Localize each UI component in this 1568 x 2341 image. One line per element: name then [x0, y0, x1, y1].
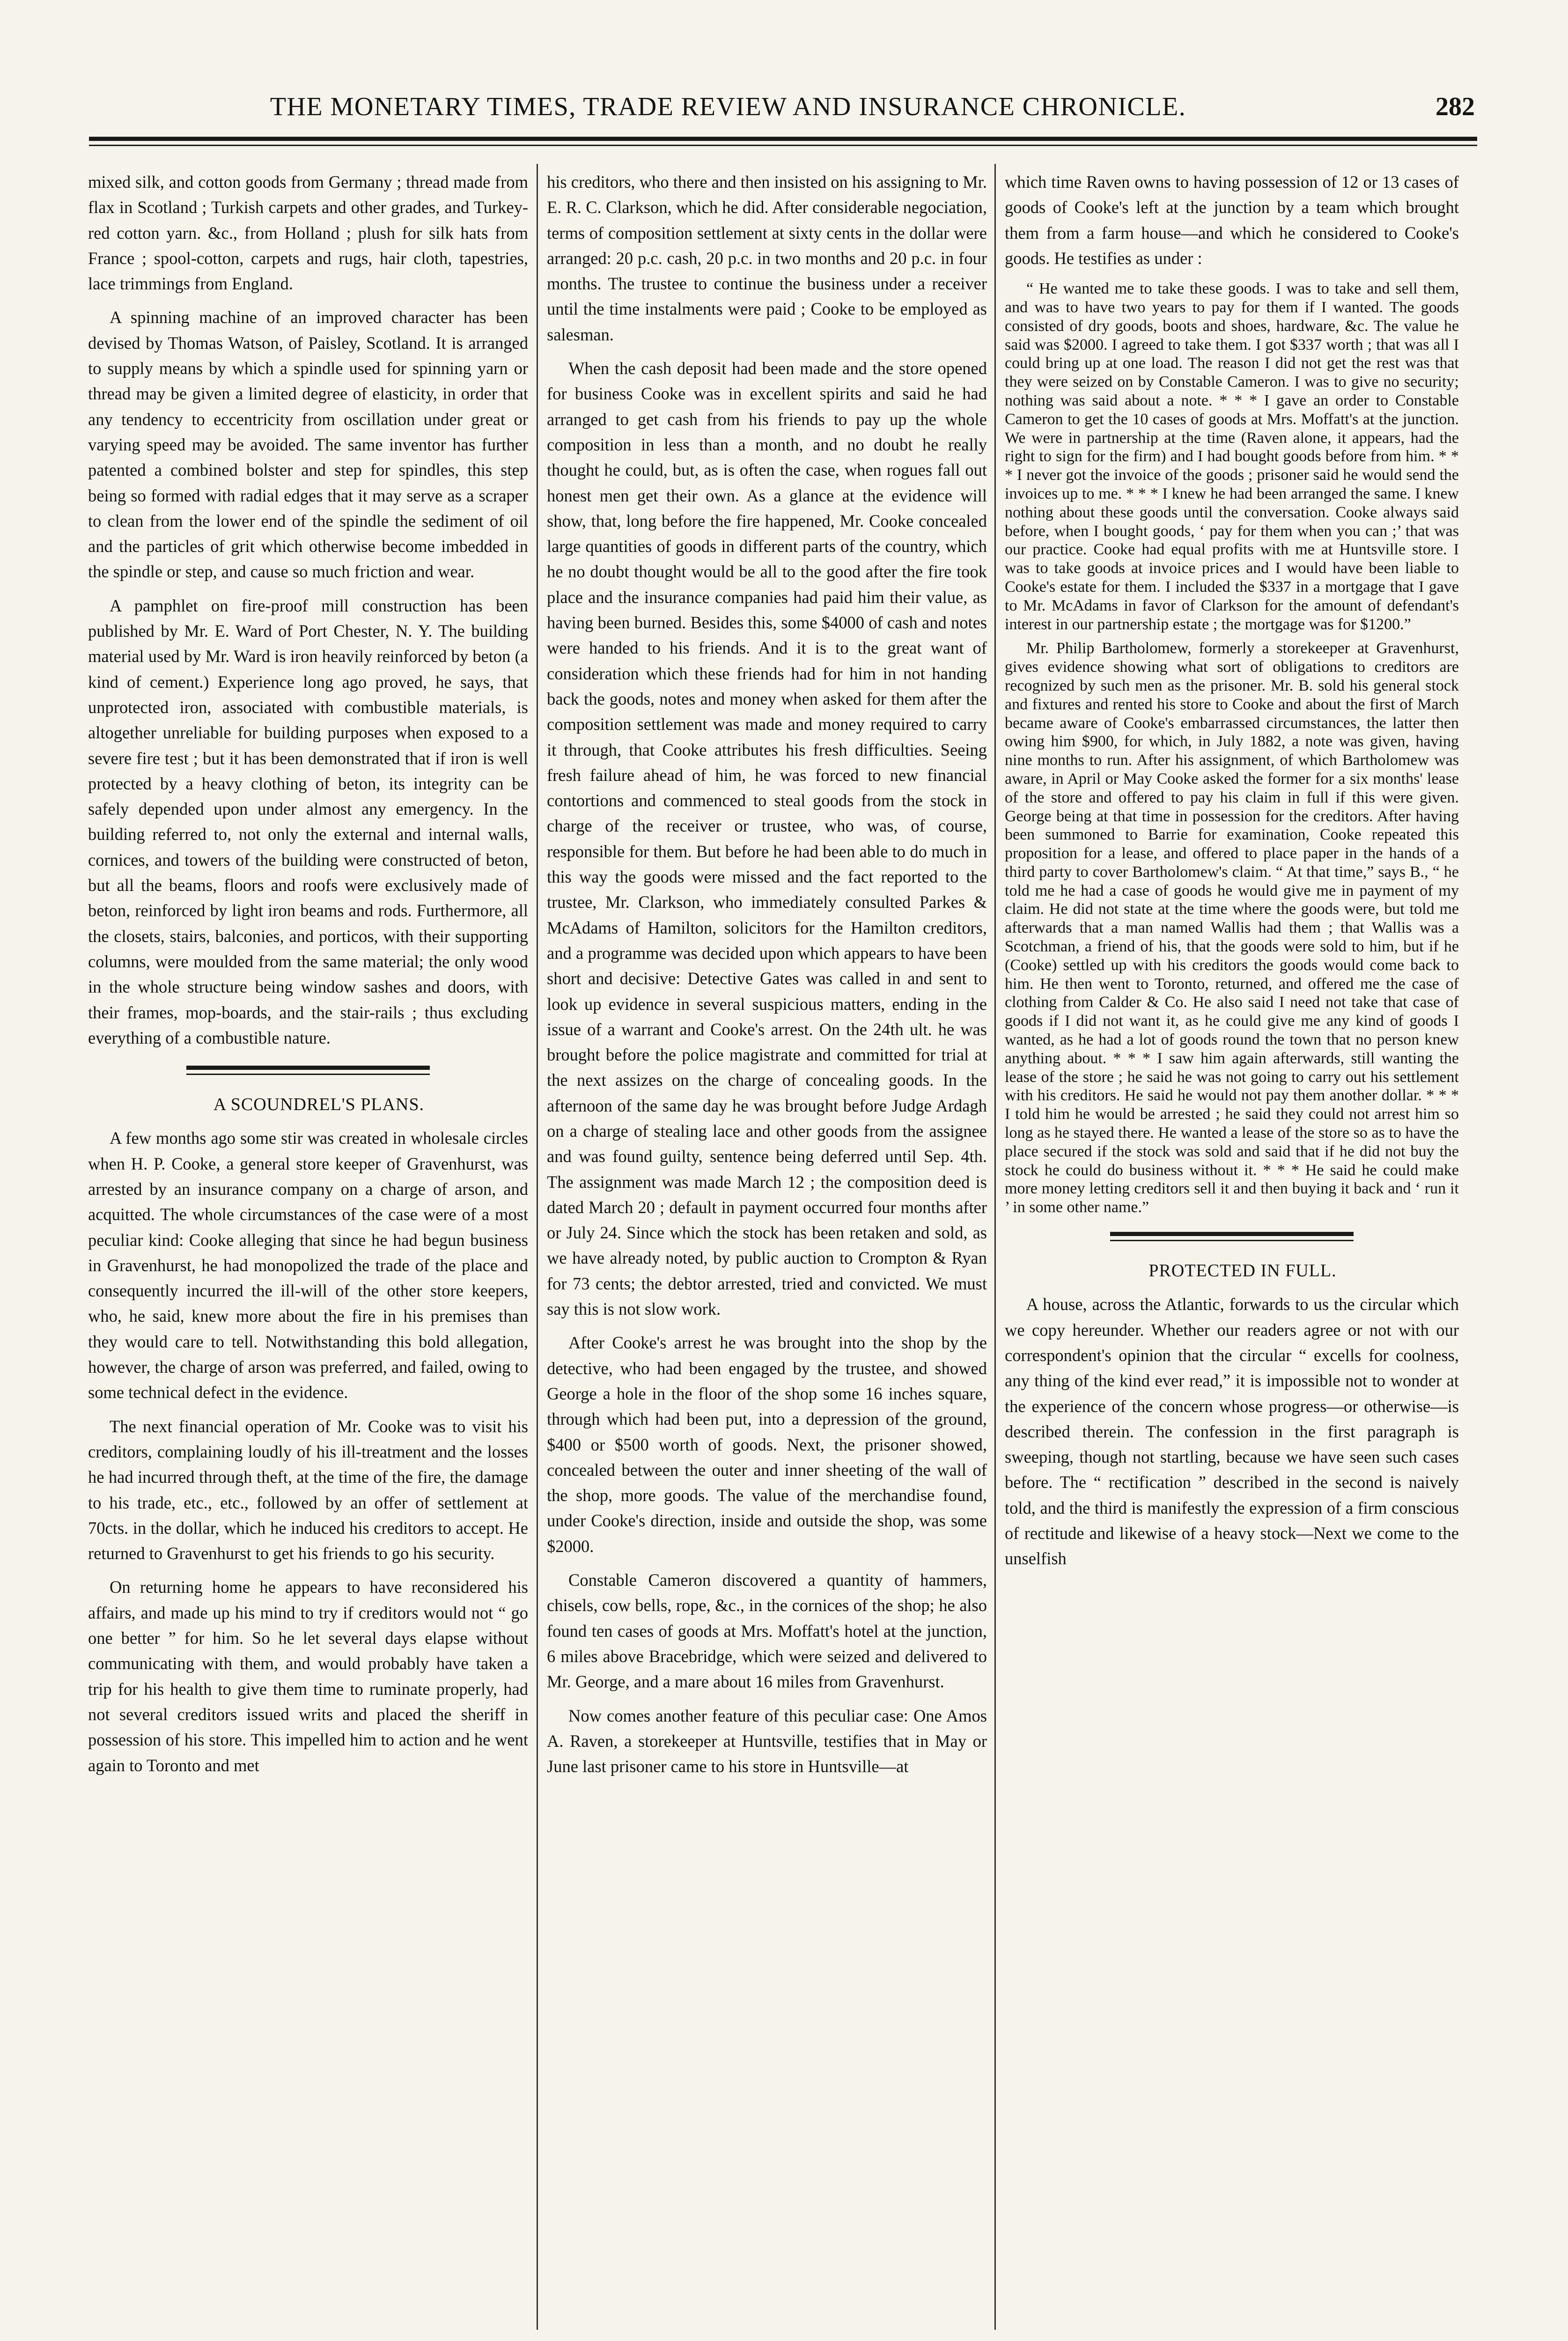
paragraph: which time Raven owns to having possession of 12 or 13 cases of goods of Cooke's left at the junction by a team which brought them from a farm house—and which he considered to Cooke's goods. He testifies as under :: [1005, 172, 1459, 268]
running-head: [89, 89, 1480, 140]
paragraph: On returning home he appears to have reconsidered his affairs, and made up his mind to try if creditors would not “ go one better ” for him. So he let several days elapse without communicating with them, and would probably have taken a trip for his health to give them time to ruminate properly, had not several creditors issued writs and placed the sheriff in possession of his store. This impelled him to action and he went again to Toronto and met: [88, 1577, 528, 1775]
header-rule-thin: [89, 145, 1477, 146]
column-divider: [994, 164, 996, 2330]
paragraph: Constable Cameron discovered a quantity of hammers, chisels, cow bells, rope, &c., in the cornices of the shop; he also found ten cases of goods at Mrs. Moffatt's hotel at the junction, 6 miles above Bracebridge, which were seized and delivered to Mr. George, and a mare about 16 miles from Gravenhurst.: [547, 1570, 987, 1692]
column-2: [547, 169, 987, 2334]
paragraph: After Cooke's arrest he was brought into the shop by the detective, who had been engaged by the trustee, and showed George a hole in the floor of the shop some 16 inches square, through which had been put, into a depression of the ground, $400 or $500 worth of goods. Next, the prisoner showed, concealed between the outer and inner sheeting of the wall of the shop, more goods. The value of the merchandise found, under Cooke's direction, inside and outside the shop, was some $2000.: [547, 1333, 987, 1556]
page-number: 282: [1435, 92, 1475, 121]
column-3: [1005, 169, 1459, 2334]
publication-title: THE MONETARY TIMES, TRADE REVIEW AND INSURANCE CHRONICLE.: [270, 92, 1186, 121]
section-rule: [1110, 1232, 1354, 1241]
article-heading: A SCOUNDREL'S PLANS.: [213, 1095, 425, 1115]
paragraph: A house, across the Atlantic, forwards to us the circular which we copy hereunder. Whether our readers agree or not with our correspondent's opinion that the circular “ excells for coolness, any thing of the kind ever read,” it is impossible not to wonder at the experience of the concern whose progress—or otherwise—is described therein. The confession in the first paragraph is sweeping, though not startling, because we have seen such cases before. The “ rectification ” described in the second is naively told, and the third is manifestly the expression of a firm conscious of rectitude and likewise of a heavy stock—Next we come to the unselfish: [1005, 1295, 1459, 1568]
paragraph: A spinning machine of an improved character has been devised by Thomas Watson, of Paisley, Scotland. It is arranged to supply means by which a spindle used for spinning yarn or thread may be given a limited degree of elasticity, in order that any tendency to eccentricity from oscillation under great or varying speed may be avoided. The same inventor has further patented a combined bolster and step for spindles, this step being so formed with radial edges that it may serve as a scraper to clean from the lower end of the spindle the sediment of oil and the particles of grit which otherwise become imbedded in the spindle or step, and cause so much friction and wear.: [88, 308, 528, 582]
paragraph: The next financial operation of Mr. Cooke was to visit his creditors, complaining loudly of his ill-treatment and the losses he had incurred through theft, at the time of the fire, the damage to his trade, etc., etc., followed by an offer of settlement at 70cts. in the dollar, which he induced his creditors to accept. He returned to Gravenhurst to get his friends to go his security.: [88, 1416, 528, 1563]
paragraph: Now comes another feature of this peculiar case: One Amos A. Raven, a storekeeper at Huntsville, testifies that in May or June last prisoner came to his store in Huntsville—at: [547, 1706, 987, 1776]
section-rule: [186, 1066, 430, 1075]
paragraph: When the cash deposit had been made and the store opened for business Cooke was in excellent spirits and said he had arranged to get cash from his friends to pay up the whole composition in less than a month, and no doubt he really thought he could, but, as is often the case, when rogues fall out honest men get their own. As a glance at the evidence will show, that, long before the fire happened, Mr. Cooke concealed large quantities of goods in different parts of the country, which he no doubt thought would be all to the good after the fire took place and the insurance companies had paid him their value, as having been burned. Besides this, some $4000 of cash and notes were handed to his friends. And it is to the great want of consideration which these friends had for him in not handing back the goods, notes and money when asked for them after the composition settlement was made and money required to carry it through, that Cooke attributes his fresh difficulties. Seeing fresh failure ahead of him, he was forced to new financial contortions and commenced to steal goods from the stock in charge of the receiver or trustee, who was, of course, responsible for them. But before he had been able to do much in this way the goods were missed and the fact reported to the trustee, Mr. Clarkson, who immediately consulted Parkes & McAdams of Hamilton, solicitors for the Hamilton creditors, and a programme was decided upon which appears to have been short and decisive: Detective Gates was called in and sent to look up evidence in several suspicious matters, ending in the issue of a warrant and Cooke's arrest. On the 24th ult. he was brought before the police magistrate and committed for trial at the next assizes on the charge of concealing goods. In the afternoon of the same day he was brought before Judge Ardagh on a charge of stealing lace and other goods from the assignee and was found guilty, sentence being deferred until Sep. 4th. The assignment was made March 12 ; the composition deed is dated March 20 ; default in payment occurred four months after or July 24. Since which the stock has been retaken and sold, as we have already noted, by public auction to Crompton & Ryan for 73 cents; the debtor arrested, tried and convicted. We must say this is not slow work.: [547, 359, 987, 1319]
paragraph: mixed silk, and cotton goods from Germany ; thread made from flax in Scotland ; Turkish carpets and other grades, and Turkey-red cotton yarn. &c., from Holland ; plush for silk hats from France ; spool-cotton, carpets and rugs, hair cloth, tapestries, lace trimmings from England.: [88, 172, 528, 294]
article-heading: PROTECTED IN FULL.: [1148, 1261, 1337, 1281]
column-1: [88, 169, 528, 2334]
paragraph: his creditors, who there and then insisted on his assigning to Mr. E. R. C. Clarkson, which he did. After considerable negociation, terms of composition settlement at sixty cents in the dollar were arranged: 20 p.c. cash, 20 p.c. in two months and 20 p.c. in four months. The trustee to continue the business under a receiver until the time instalments were paid ; Cooke to be employed as salesman.: [547, 172, 987, 344]
paragraph: A few months ago some stir was created in wholesale circles when H. P. Cooke, a general store keeper of Gravenhurst, was arrested by an insurance company on a charge of arson, and acquitted. The whole circumstances of the case were of a most peculiar kind: Cooke alleging that since he had begun business in Gravenhurst, he had monopolized the trade of the place and consequently incurred the ill-will of the other store keepers, who, he said, knew more about the fire in his premises than they would care to tell. Notwithstanding this bold allegation, however, the charge of arson was preferred, and failed, owing to some technical defect in the evidence.: [88, 1128, 528, 1402]
paragraph: Mr. Philip Bartholomew, formerly a storekeeper at Gravenhurst, gives evidence showing what sort of obligations to creditors are recognized by such men as the prisoner. Mr. B. sold his general stock and fixtures and rented his store to Cooke and about the first of March became aware of Cooke's embarrassed circumstances, the latter then owing him $900, for which, in July 1882, a note was given, having nine months to run. After his assignment, of which Bartholomew was aware, in April or May Cooke asked the former for a six months' lease of the store and offered to pay his claim in full if this were given. George being at that time in possession for the creditors. After having been summoned to Barrie for examination, Cooke repeated this proposition for a lease, and offered to place paper in the hands of a third party to cover Bartholomew's claim. “ At that time,” says B., “ he told me he had a case of goods he would give me in payment of my claim. He did not state at the time where the goods were, but told me afterwards that a man named Wallis had them ; that Wallis was a Scotchman, a friend of his, that the goods were sold to him, but if he (Cooke) settled up with his creditors the goods would come back to him. He then went to Toronto, returned, and offered me the case of clothing from Calder & Co. He also said I need not take that case of goods if I did not want it, as he could give me any kind of goods I wanted, as he had a lot of goods round the town that no person knew anything about. * * * I saw him again afterwards, still wanting the lease of the store ; he said he was not going to carry out his settlement with his creditors. He said he would not pay them another dollar. * * * I told him he would be arrested ; he said they could not arrest him so long as he stayed there. He wanted a lease of the store so as to have the place secured if the stock was sold and said that if he did not buy the stock he could do business without it. * * * He said he could make more money letting creditors sell it and then buying it back and ‘ run it ’ in some other name.”: [1005, 640, 1459, 1216]
testimony-quote: “ He wanted me to take these goods. I was to take and sell them, and was to have two years to pay for them if I wanted. The goods consisted of dry goods, boots and shoes, hardware, &c. The value he said was $2000. I agreed to take them. I got $337 worth ; that was all I could bring up at one load. The reason I did not get the rest was that they were seized on by Constable Cameron. I was to give no security; nothing was said about a note. * * * I gave an order to Constable Cameron to get the 10 cases of goods at Mrs. Moffatt's at the junction. We were in partnership at the time (Raven alone, it appears, had the right to sign for the firm) and I had bought goods before from him. * * * I never got the invoice of the goods ; prisoner said he would send the invoices up to me. * * * I knew he had been arranged the same. I knew nothing about these goods until the conversation. Cooke always said before, when I bought goods, ‘ pay for them when you can ;’ that was our practice. Cooke had equal profits with me at Huntsville store. I was to take goods at invoice prices and I would have been liable to Cooke's estate for them. I included the $337 in a mortgage that I gave to Mr. McAdams in favor of Clarkson for the amount of defendant's interest in our partnership estate ; the mortgage was for $1200.”: [1005, 280, 1459, 633]
header-rule-thick: [89, 137, 1477, 141]
column-divider: [537, 164, 538, 2330]
paragraph: A pamphlet on fire-proof mill construction has been published by Mr. E. Ward of Port Chester, N. Y. The building material used by Mr. Ward is iron heavily reinforced by beton (a kind of cement.) Experience long ago proved, he says, that unprotected iron, associated with combustible materials, is altogether unreliable for building purposes when exposed to a severe fire test ; but it has been demonstrated that if iron is well protected by a heavy clothing of beton, its integrity can be safely depended upon under almost any emergency. In the building referred to, not only the external and internal walls, cornices, and towers of the building were constructed of beton, but all the beams, floors and roofs were exclusively made of beton, reinforced by light iron beams and rods. Furthermore, all the closets, stairs, balconies, and porticos, with their supporting columns, were moulded from the same material; the only wood in the whole structure being window sashes and doors, with their frames, mop-boards, and the stair-rails ; thus excluding everything of a combustible nature.: [88, 596, 528, 1047]
